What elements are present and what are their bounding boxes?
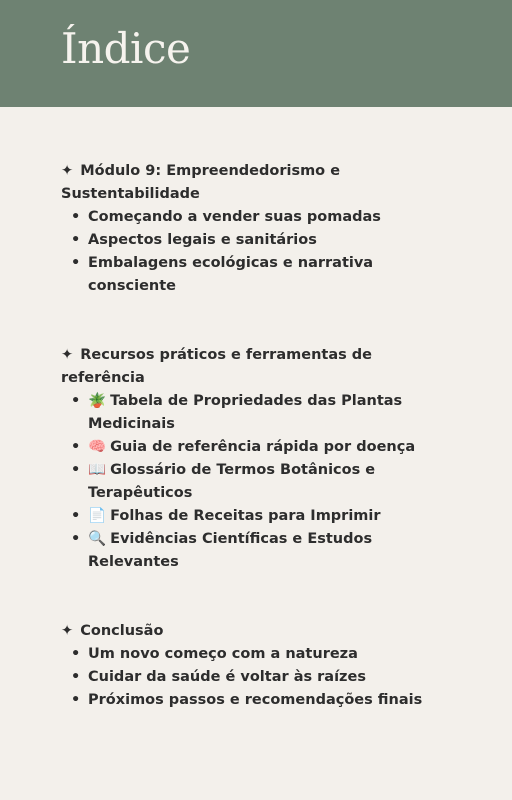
table-of-contents [61, 160, 451, 712]
potted-plant-icon: 🪴 [88, 393, 107, 409]
header-banner [0, 0, 512, 107]
section-title: ✦ Conclusão [61, 623, 164, 639]
magnifying-glass-icon: 🔍 [88, 531, 107, 547]
list-item: • 🪴 Tabela de Propriedades das Plantas Medicinais [88, 390, 451, 436]
list-item: • 📄 Folhas de Receitas para Imprimir [88, 505, 451, 528]
list-item: • Embalagens ecológicas e narrativa consciente [88, 252, 451, 298]
list-item: • 🧠 Guia de referência rápida por doença [88, 436, 451, 459]
open-book-icon: 📖 [88, 462, 107, 478]
list-item: • 🔍 Evidências Científicas e Estudos Relevantes [88, 528, 451, 574]
sparkle-icon: ✦ [61, 163, 74, 179]
list-item: • Próximos passos e recomendações finais [88, 689, 451, 712]
section-items [61, 206, 451, 298]
page-title: Índice [61, 24, 191, 73]
toc-section-module-9 [61, 160, 451, 298]
section-items [61, 390, 451, 574]
list-item: • Cuidar da saúde é voltar às raízes [88, 666, 451, 689]
sparkle-icon: ✦ [61, 623, 74, 639]
list-item: • Começando a vender suas pomadas [88, 206, 451, 229]
toc-section-resources [61, 344, 451, 574]
section-title: ✦ Módulo 9: Empreendedorismo e Sustentabilidade [61, 163, 341, 202]
list-item: • 📖 Glossário de Termos Botânicos e Terapêuticos [88, 459, 451, 505]
list-item: • Um novo começo com a natureza [88, 643, 451, 666]
list-item: • Aspectos legais e sanitários [88, 229, 451, 252]
sparkle-icon: ✦ [61, 347, 74, 363]
section-title: ✦ Recursos práticos e ferramentas de referência [61, 347, 372, 386]
section-items [61, 643, 451, 712]
page-icon: 📄 [88, 508, 107, 524]
toc-section-conclusion [61, 620, 451, 712]
brain-icon: 🧠 [88, 439, 107, 455]
